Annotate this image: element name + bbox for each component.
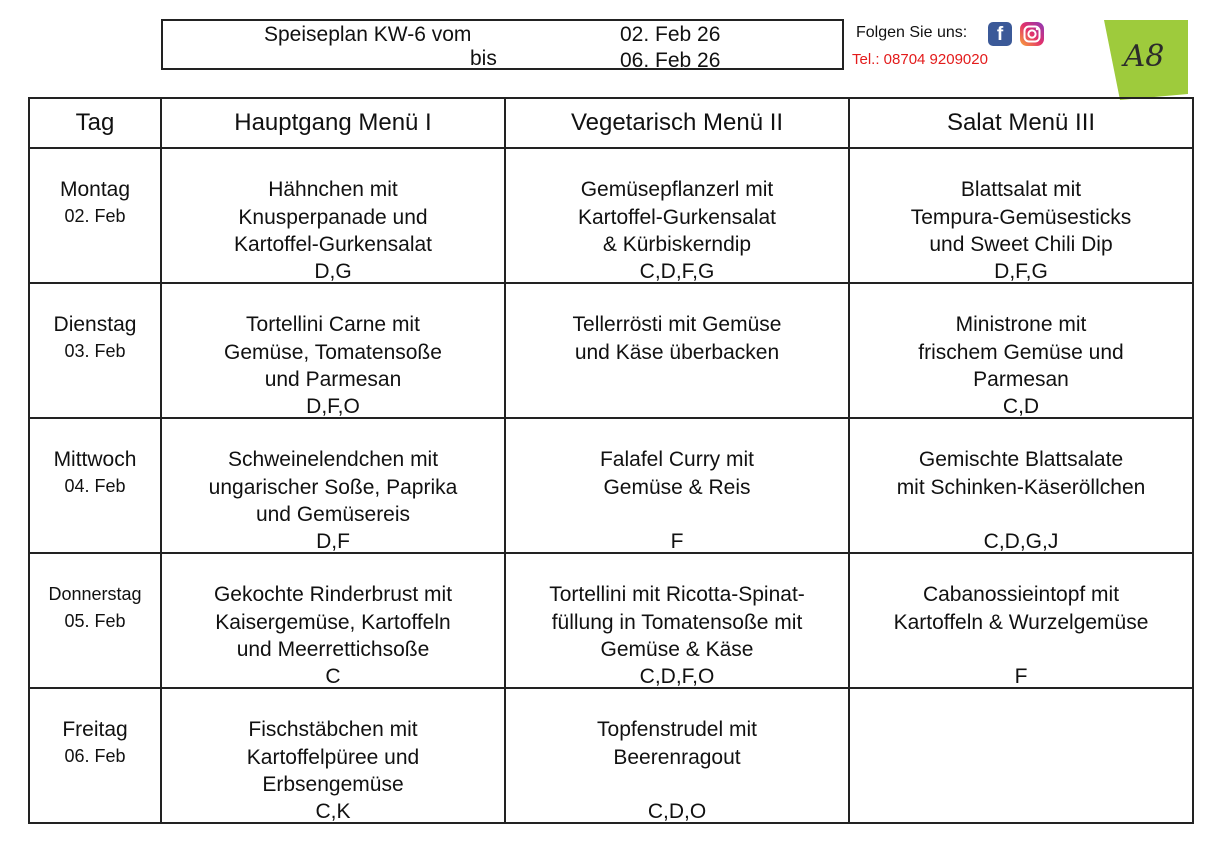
menu-3-cell (849, 688, 1193, 823)
menu-3-cell (849, 283, 1193, 418)
day-date: 06. Feb (64, 746, 126, 766)
day-name: Donnerstag (48, 584, 142, 604)
dish-text: Tellerrösti mit Gemüse und Käse überbacken (572, 313, 782, 364)
allergen-codes: C,D,G,J (983, 530, 1059, 553)
day-cell (29, 148, 161, 283)
menu-2-cell (505, 418, 849, 553)
menu-1-cell (161, 688, 505, 823)
allergen-codes: C,D (1002, 395, 1040, 418)
dish-text: Topfenstrudel mit Beerenragout (597, 718, 757, 769)
table-row (29, 283, 1193, 418)
day-date: 03. Feb (64, 341, 126, 361)
week-label-to: bis (470, 47, 497, 70)
menu-1-cell (161, 148, 505, 283)
dish-text: Gekochte Rinderbrust mit Kaisergemüse, Kartoffeln und Meerrettichsoße (213, 583, 453, 661)
menu-2-cell (505, 688, 849, 823)
facebook-icon[interactable]: f (988, 22, 1012, 46)
instagram-icon[interactable] (1019, 21, 1045, 47)
allergen-codes: D,F,G (994, 260, 1048, 283)
dish-text: Fischstäbchen mit Kartoffelpüree und Erbsengemüse (246, 718, 420, 796)
svg-text:A8: A8 (1123, 39, 1165, 74)
day-cell (29, 688, 161, 823)
dish-text: Tortellini Carne mit Gemüse, Tomatensoße und Parmesan (224, 313, 442, 391)
dish-text: Hähnchen mit Knusperpanade und Kartoffel-Gurkensalat (233, 178, 433, 256)
allergen-codes: C,D,O (647, 800, 707, 823)
week-date-from: 02. Feb 26 (620, 23, 721, 46)
dish-text: Ministrone mit frischem Gemüse und Parmesan (918, 313, 1124, 391)
day-cell (29, 418, 161, 553)
menu-3-cell (849, 553, 1193, 688)
allergen-codes: C (325, 665, 341, 688)
week-date-to: 06. Feb 26 (620, 49, 721, 72)
week-title-box (161, 19, 844, 70)
table-row (29, 148, 1193, 283)
menu-1-cell (161, 283, 505, 418)
dish-text: Gemüsepflanzerl mit Kartoffel-Gurkensalat & Kürbiskerndip (577, 178, 777, 256)
menu-3-cell (849, 418, 1193, 553)
allergen-codes: D,F,O (306, 395, 360, 418)
dish-text: Cabanossieintopf mit Kartoffeln & Wurzelgemüse (893, 583, 1149, 634)
dish-text: Schweinelendchen mit ungarischer Soße, Paprika und Gemüsereis (208, 448, 458, 526)
allergen-codes: C,D,F,O (639, 665, 715, 688)
restaurant-logo (1104, 20, 1188, 100)
allergen-codes: F (1014, 665, 1028, 688)
dish-text: Tortellini mit Ricotta-Spinat- füllung in Tomatensoße mit Gemüse & Käse (549, 583, 805, 661)
menu-3-cell (849, 148, 1193, 283)
day-name: Mittwoch (53, 448, 137, 471)
menu-2-cell (505, 553, 849, 688)
day-name: Dienstag (53, 313, 137, 336)
allergen-codes: D,G (314, 260, 352, 283)
menu-1-cell (161, 418, 505, 553)
day-date: 02. Feb (64, 206, 126, 226)
allergen-codes: C,D,F,G (639, 260, 715, 283)
day-date: 05. Feb (64, 611, 126, 631)
dish-text: Gemischte Blattsalate mit Schinken-Käseröllchen (896, 448, 1146, 499)
day-name: Montag (59, 178, 131, 201)
header-day: Tag (29, 98, 161, 148)
menu-table (28, 97, 1194, 824)
header-menu-1: Hauptgang Menü I (161, 98, 505, 148)
week-label-from: Speiseplan KW-6 vom (264, 23, 472, 46)
table-row (29, 553, 1193, 688)
dish-text: Falafel Curry mit Gemüse & Reis (599, 448, 755, 499)
allergen-codes: D,F (316, 530, 350, 553)
menu-2-cell (505, 283, 849, 418)
day-name: Freitag (62, 718, 128, 741)
follow-us-text: Folgen Sie uns: (856, 24, 968, 41)
header-menu-2: Vegetarisch Menü II (505, 98, 849, 148)
menu-1-cell (161, 553, 505, 688)
allergen-codes: C,K (315, 800, 351, 823)
day-cell (29, 283, 161, 418)
day-cell (29, 553, 161, 688)
header-menu-3: Salat Menü III (849, 98, 1193, 148)
menu-2-cell (505, 148, 849, 283)
table-row (29, 418, 1193, 553)
table-row (29, 688, 1193, 823)
day-date: 04. Feb (64, 476, 126, 496)
allergen-codes: F (670, 530, 684, 553)
phone-number[interactable]: Tel.: 08704 9209020 (852, 51, 988, 68)
dish-text: Blattsalat mit Tempura-Gemüsesticks und Sweet Chili Dip (910, 178, 1132, 256)
